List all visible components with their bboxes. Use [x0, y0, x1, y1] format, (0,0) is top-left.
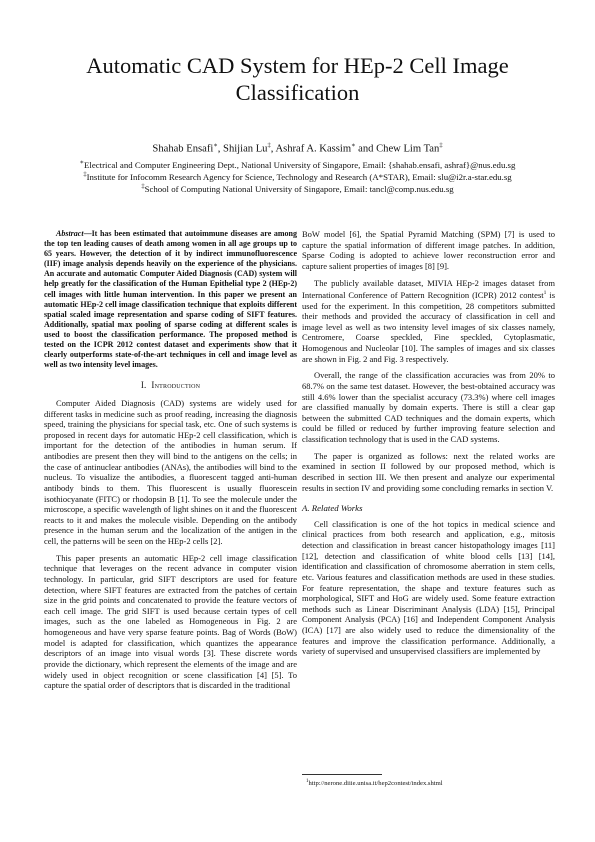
author-name: Ashraf A. Kassim — [275, 143, 352, 155]
author-mark: ‡ — [439, 142, 443, 149]
body-text: The publicly available dataset, MIVIA HEp-2 images dataset from International Conference of Pattern Recognition (ICPR) 2012 contest — [302, 277, 555, 300]
author-mark: ∗ — [213, 142, 218, 149]
section-heading-introduction — [44, 380, 297, 391]
footnote-divider — [302, 774, 382, 775]
body-paragraph — [302, 278, 555, 365]
footnote-mark: 1 — [543, 290, 547, 297]
author-line: Shahab Ensafi∗, Shijian Lu‡, Ashraf A. Kassim∗ and Chew Lim Tan‡ — [152, 142, 443, 155]
abstract-lead: Abstract — [56, 229, 84, 238]
right-column — [302, 229, 555, 657]
footnote — [306, 778, 556, 788]
body-paragraph: The paper is organized as follows: next the related works are examined in section II followed by our proposed method, which is described in section III. We then present and analyze our experimental results in section IV and providing some concluding remarks in section V. — [302, 450, 555, 493]
body-paragraph: BoW model [6], the Spatial Pyramid Matching (SPM) [7] is used to capture the spatial information of different image patches. In addition, Sparse Coding is adopted to achieve lower reconstruction error and capture salient properties of images [8] [9]. — [302, 229, 555, 271]
body-paragraph: Overall, the range of the classification accuracies was from 20% to 68.7% on the same test dataset. However, the best-obtained accuracy was still 4.6% lower than the specialist accuracy (73.3%) where cell images are classified manually by domain experts. There is still a clear gap between the submitted CAD techniques and the domain experts, which could be filled or reduced by further improving feature selection and classification technology that is used in the CAD systems. — [302, 370, 555, 445]
section-title: Introduction — [151, 380, 201, 391]
subsection-heading-related-works: A. Related Works — [302, 503, 363, 514]
author-name: Chew Lim Tan — [376, 143, 440, 155]
abstract — [44, 229, 297, 370]
intro-paragraph: Computer Aided Diagnosis (CAD) systems are widely used for different tasks in medicine such as proof reading, increasing the diagnosis speed, training the physicians for special task, etc. One of such systems is proposed in recent days for automatic HEp-2 cell classification, which is important for the detection of the antibodies in human serum. If antibodies are present then they will bind to the antigens on the cells; in the case of antinuclear antibodies (ANAs), the antibodies will bind to the nucleus. To visualize the antibodies, a fluorescent tagged anti-human antibody binds to them. This fluorescent is usually fluorescein isothiocyanate (FITC) or rhodopsin B [1]. To see the molecule under the microscope, a specific wavelength of light shines on it and the fluorescent reacts to it and makes the molecule visible. Depending on the antibody presence in the human serum and the localization of the antigen in the cell, the patterns will be seen on the HEp-2 cells [2]. — [44, 397, 297, 547]
affiliation-mark: ∗ — [79, 159, 85, 166]
related-works-paragraph: Cell classification is one of the hot topics in medical science and clinical practices from both research and application, e.g., mitosis detection and classification in breast cancer histopathology images [11] [12], detection and classification of white blood cells [13] [14], identification and classification of chromosome aberration in stem cells, etc. Various features and classification methods are used in these studies. For feature representation, the shape and texture features such as morphological, SIFT and HoG are widely used. Some feature extraction methods such as Linear Discriminant Analysis (LDA) [15], Principal Component Analysis (PCA) [16] and Independent Component Analysis (ICA) [17] are also widely used to reduce the dimensionality of the features and improve the classification performance. Additionally, a variety of supervised and unsupervised classifiers are implemented by — [302, 518, 555, 657]
affiliation-mark: ‡ — [83, 171, 87, 178]
affiliation-mark: ‡ — [141, 183, 145, 190]
abstract-text: —It has been estimated that autoimmune diseases are among the top ten leading causes of death among women in all age groups up to 65 years. However, the detection of it by indirect immunofluorescence (IIF) image analysis depends heavily on the experience of the physicians. An accurate and automatic Computer Aided Diagnosis (CAD) system will help greatly for the classification of the Human Epithelial type 2 (HEp-2) cell images with little human intervention. In this paper we present an automatic HEp-2 cell image classification technique that exploits different spatial scaled image representation and sparse coding of SIFT features. Additionally, spatial max pooling of sparse coding at different scales is used to boost the classification performance. The proposed method is tested on the ICPR 2012 contest dataset and experiments show that it clearly outperforms state-of-the-art techniques in cell and image level as well as two intensity level images. — [44, 229, 297, 370]
affiliation-line — [20, 181, 575, 195]
affiliation-text: School of Computing National University of Singapore, Email: tancl@comp.nus.edu.sg — [144, 183, 454, 194]
author-name: Shijian Lu — [223, 143, 268, 155]
paper-title: Automatic CAD System for HEp-2 Cell Image Classification — [86, 53, 509, 105]
affiliation-text: Institute for Infocomm Research Agency for Science, Technology and Research (A*STAR), Email: slu@i2r.a-star.edu.sg — [86, 171, 512, 182]
author-mark: ‡ — [267, 142, 271, 149]
body-text: is used for the experiment. In this competition, 28 competitors submitted their methods and provided the accuracy of classification in cell and image level as well as two intensity level images of six classes namely, Centromere, Coarse speckled, Fine speckled, Cytoplasmatic, Homogenous and Nucleolar [10]. The samples of images and six classes are shown in Fig. 2 and Fig. 3 respectively. — [302, 289, 555, 364]
section-numeral: I. — [140, 380, 147, 391]
left-column — [44, 229, 297, 691]
footnote-url: http://nerone.diiie.unisa.it/hep2contest/index.shtml — [308, 780, 443, 788]
author-mark: ∗ — [351, 142, 356, 149]
affiliation-text: Electrical and Computer Engineering Dept., National University of Singapore, Email: {shahab.ensafi, ashraf}@nus.edu.sg — [84, 159, 516, 170]
author-name: Shahab Ensafi — [152, 143, 214, 155]
intro-paragraph: This paper presents an automatic HEp-2 cell image classification technique that leverages on the recent advance in computer vision technology. In particular, grid SIFT descriptors are used for feature detection, where SIFT features are extracted from the patches of certain size in the grid points and concatenated to provide the feature vectors of each cell image. The grid SIFT is used because certain types of cell images, such as the one labeled as Homogeneous in Fig. 2 are homogeneous and have very sparse feature points. Bag of Words (BoW) model is adapted for classification, which quantizes the appearance descriptors of an image into visual words [3]. These discrete words provide the dictionary, which represent the elements of the image and are widely used in object recognition or scene classification [4] [5]. To capture the spatial order of descriptors that is discarded in the traditional — [44, 552, 297, 691]
footnote-number: 1 — [306, 779, 309, 784]
